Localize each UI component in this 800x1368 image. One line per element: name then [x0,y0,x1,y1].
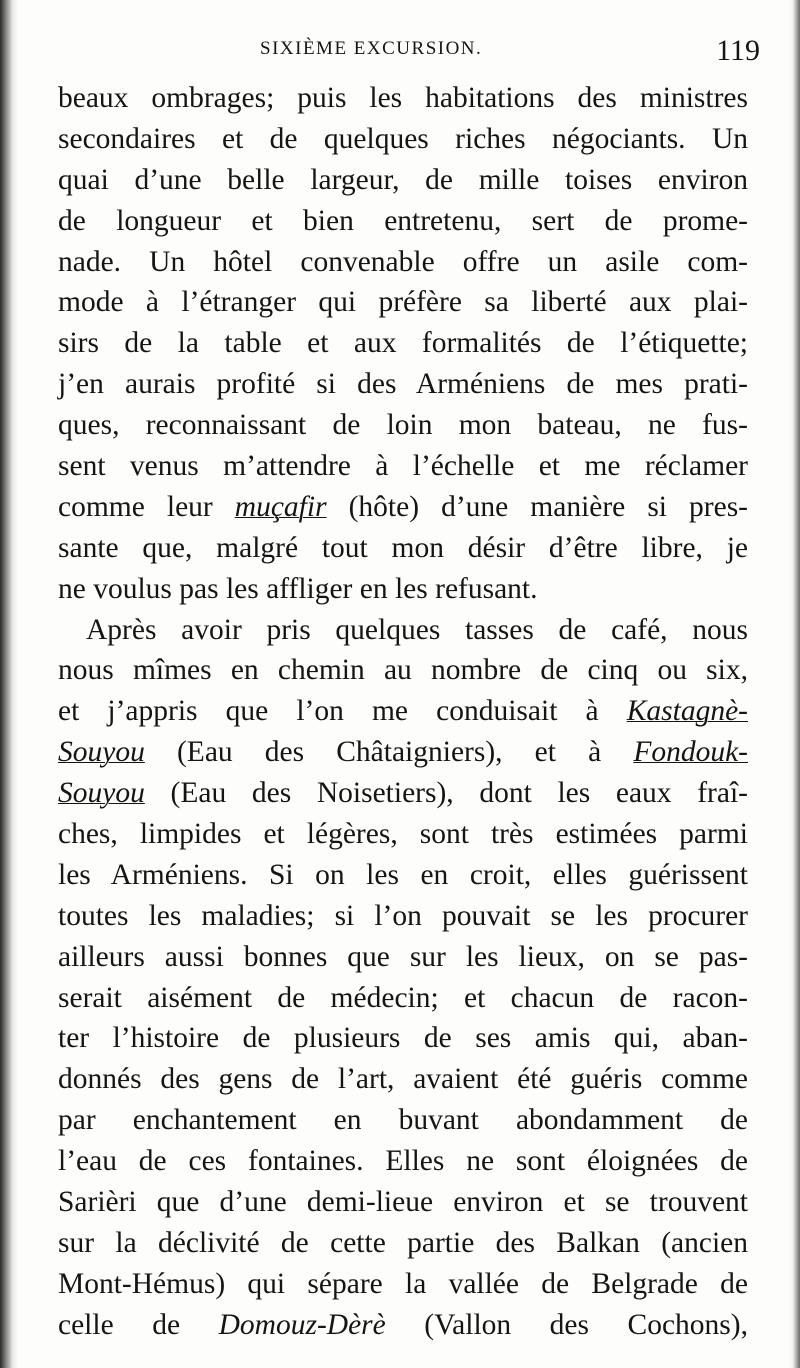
text-line [58,364,748,405]
text-segment: (Eau des Noisetiers), dont les eaux fraî- [144,777,748,810]
text-segment: ter l’histoire de plusieurs de ses amis qui, aban- [58,1022,748,1055]
text-line [58,610,748,651]
text-segment: serait aisément de médecin; et chacun de racon- [58,981,748,1014]
text-segment: secondaires et de quelques riches négociants. Un [58,122,748,155]
text-line [58,855,748,896]
text-segment: donnés des gens de l’art, avaient été guéris comme [58,1063,748,1096]
page-gutter-shadow [0,0,18,1368]
text-segment-italic-underline: Souyou [58,736,145,769]
text-line [58,119,748,160]
text-segment: par enchantement en buvant abondamment de [58,1104,748,1137]
text-line [58,323,748,364]
text-line [58,814,748,855]
text-segment: les Arméniens. Si on les en croit, elles guérissent [58,858,748,891]
text-line [58,773,748,814]
text-segment: (hôte) d’une manière si pres- [326,490,749,523]
text-line [58,405,748,446]
body-text [58,78,748,1346]
text-line [58,1100,748,1141]
text-segment: toutes les maladies; si l’on pouvait se les procurer [58,899,748,932]
text-segment: nous mîmes en chemin au nombre de cinq ou six, [58,654,748,687]
text-line [58,1182,748,1223]
text-segment: nade. Un hôtel convenable offre un asile com- [58,245,748,278]
text-line [58,691,748,732]
text-line [58,1141,748,1182]
text-segment: quai d’une belle largeur, de mille toises environ [58,163,748,196]
text-line [58,650,748,691]
text-line [58,160,748,201]
text-line [58,732,748,773]
text-segment: (Vallon des Cochons), [385,1308,748,1341]
text-line [58,978,748,1019]
text-line [58,937,748,978]
text-line [58,487,748,528]
text-segment-italic-underline: muçafir [234,490,327,523]
text-line [58,1018,748,1059]
text-segment: l’eau de ces fontaines. Elles ne sont éloignées de [58,1145,748,1178]
text-line [58,528,748,569]
running-head: SIXIÈME EXCURSION. [260,38,483,59]
text-segment-italic-underline: Souyou [58,777,145,810]
text-line [58,242,748,283]
text-line [58,282,748,323]
text-segment: sent venus m’attendre à l’échelle et me réclamer [58,450,748,483]
text-segment: sur la déclivité de cette partie des Balkan (ancien [58,1226,748,1259]
page-number: 119 [716,34,760,67]
text-segment: comme leur [58,490,235,523]
text-segment: j’en aurais profité si des Arméniens de mes prati- [58,368,748,401]
text-segment: sante que, malgré tout mon désir d’être libre, je [58,531,748,564]
text-line [58,1223,748,1264]
text-segment: ques, reconnaissant de loin mon bateau, ne fus- [58,409,748,442]
text-segment: sirs de la table et aux formalités de l’étiquette; [58,327,748,360]
text-segment: mode à l’étranger qui préfère sa liberté aux plai- [58,286,748,319]
text-segment: (Eau des Châtaigniers), et à [144,736,634,769]
text-line [58,1264,748,1305]
text-segment: celle de [58,1308,219,1341]
text-segment: et j’appris que l’on me conduisait à [58,695,627,728]
text-segment: ne voulus pas les affliger en les refusant. [58,572,538,605]
page-edge-shadow [788,0,800,1368]
text-line [58,1305,748,1346]
text-segment-italic-underline: Fondouk- [633,736,748,769]
text-segment: beaux ombrages; puis les habitations des ministres [58,82,748,114]
text-line [58,569,748,610]
text-segment: Après avoir pris quelques tasses de café, nous [86,613,748,646]
page-header [60,34,760,78]
text-line [58,896,748,937]
text-line [58,1059,748,1100]
text-segment: ches, limpides et légères, sont très estimées parmi [58,818,748,851]
text-segment: Mont-Hémus) qui sépare la vallée de Belgrade de [58,1267,748,1300]
text-line [58,446,748,487]
text-segment: de longueur et bien entretenu, sert de prome- [58,204,748,237]
text-line [58,78,748,119]
text-segment: ailleurs aussi bonnes que sur les lieux, on se pas- [58,940,748,973]
text-segment-italic: Domouz-Dèrè [218,1308,386,1341]
text-segment-italic-underline: Kastagnè- [626,695,748,728]
text-segment: Sarièri que d’une demi-lieue environ et se trouvent [58,1186,748,1219]
text-line [58,201,748,242]
